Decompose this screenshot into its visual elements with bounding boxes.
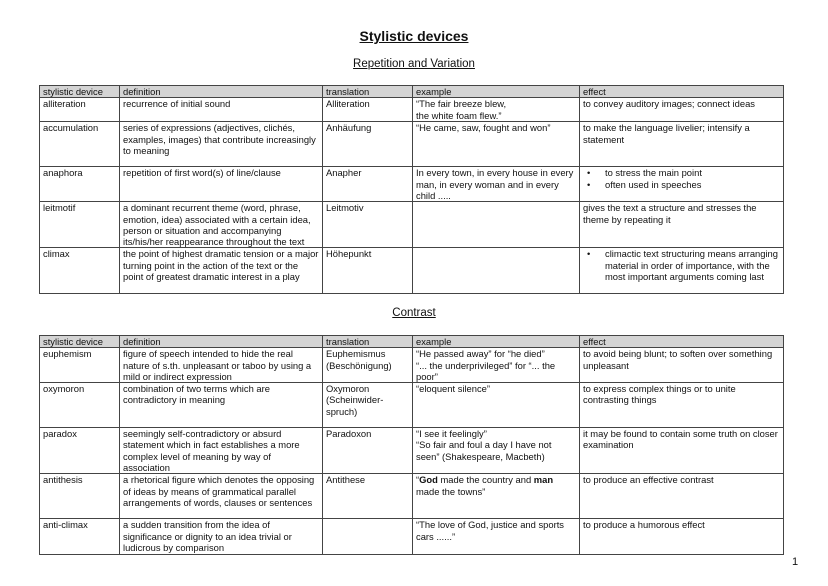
device-cell: climax bbox=[40, 248, 120, 294]
translation-cell: Höhepunkt bbox=[323, 248, 413, 294]
example-cell bbox=[413, 348, 580, 383]
definition-cell: seemingly self-contradictory or absurd statement which in fact establishes a more complex level of meaning by way of association bbox=[120, 428, 323, 474]
example-text: In every town, in every house in every man, in every woman and in every child ..... bbox=[416, 167, 574, 201]
effect-cell bbox=[580, 474, 784, 519]
translation-cell: Leitmotiv bbox=[323, 202, 413, 248]
table-row bbox=[40, 428, 784, 474]
device-cell: accumulation bbox=[40, 122, 120, 167]
table-header-row bbox=[40, 86, 784, 98]
translation-cell: Antithese bbox=[323, 474, 413, 519]
effect-bullet: • to stress the main point bbox=[605, 167, 780, 178]
table-row bbox=[40, 98, 784, 122]
effect-text: to convey auditory images; connect ideas bbox=[583, 98, 755, 110]
column-header: definition bbox=[120, 336, 323, 348]
column-header: effect bbox=[580, 336, 784, 348]
table-row bbox=[40, 248, 784, 294]
device-cell: anaphora bbox=[40, 167, 120, 202]
page-title: Stylistic devices bbox=[359, 28, 469, 44]
section-heading-contrast: Contrast bbox=[392, 307, 436, 319]
column-header: translation bbox=[323, 86, 413, 98]
effect-text: gives the text a structure and stresses the theme by repeating it bbox=[583, 202, 757, 225]
device-cell: leitmotif bbox=[40, 202, 120, 248]
effect-bullet: • climactic text structuring means arranging material in order of importance, with the most important arguments coming last bbox=[605, 248, 780, 282]
definition-cell: combination of two terms which are contradictory in meaning bbox=[120, 383, 323, 428]
example-text: “He came, saw, fought and won” bbox=[416, 122, 551, 134]
example-cell bbox=[413, 248, 580, 294]
effect-cell bbox=[580, 98, 784, 122]
translation-cell bbox=[323, 519, 413, 555]
table-row bbox=[40, 348, 784, 383]
column-header: effect bbox=[580, 86, 784, 98]
effect-text: to express complex things or to unite contrasting things bbox=[583, 383, 736, 406]
example-text: made the towns” bbox=[416, 485, 486, 497]
effect-text: to produce an effective contrast bbox=[583, 474, 714, 486]
example-text: “eloquent silence” bbox=[416, 383, 491, 395]
effect-text: to avoid being blunt; to soften over something unpleasant bbox=[583, 348, 773, 371]
example-cell bbox=[413, 383, 580, 428]
table-row bbox=[40, 122, 784, 167]
effect-cell bbox=[580, 348, 784, 383]
example-cell bbox=[413, 474, 580, 519]
effect-bullet-list bbox=[583, 248, 780, 282]
repetition-table bbox=[39, 85, 784, 294]
effect-cell bbox=[580, 122, 784, 167]
example-cell bbox=[413, 202, 580, 248]
example-text: man bbox=[533, 474, 554, 486]
example-text: “He passed away” for “he died” “... the underprivileged” for “... the poor” bbox=[416, 348, 556, 382]
effect-text: to produce a humorous effect bbox=[583, 519, 705, 531]
definition-cell: a rhetorical figure which denotes the opposing of ideas by means of grammatical parallel arrangements of words, clauses or sentences bbox=[120, 474, 323, 519]
effect-text: it may be found to contain some truth on closer examination bbox=[583, 428, 778, 451]
example-cell bbox=[413, 122, 580, 167]
translation-cell: Anapher bbox=[323, 167, 413, 202]
device-cell: antithesis bbox=[40, 474, 120, 519]
definition-cell: repetition of first word(s) of line/clause bbox=[120, 167, 323, 202]
example-cell bbox=[413, 167, 580, 202]
example-text: “ bbox=[416, 474, 420, 486]
table-row bbox=[40, 167, 784, 202]
table-row bbox=[40, 474, 784, 519]
translation-cell: Paradoxon bbox=[323, 428, 413, 474]
example-text: “The fair breeze blew, the white foam flew.” bbox=[416, 98, 507, 121]
table-header-row bbox=[40, 336, 784, 348]
effect-bullet-list bbox=[583, 167, 780, 190]
translation-cell: Oxymoron (Scheinwider-spruch) bbox=[323, 383, 413, 428]
table-row bbox=[40, 519, 784, 555]
definition-cell: a dominant recurrent theme (word, phrase, emotion, idea) associated with a certain idea, person or situation and accompanying its/his/her reappearance throughout the text bbox=[120, 202, 323, 248]
example-text: made the country and bbox=[437, 474, 534, 486]
translation-cell: Anhäufung bbox=[323, 122, 413, 167]
definition-cell: recurrence of initial sound bbox=[120, 98, 323, 122]
example-cell bbox=[413, 98, 580, 122]
column-header: example bbox=[413, 336, 580, 348]
example-text: “I see it feelingly” “So fair and foul a day I have not seen” (Shakespeare, Macbeth) bbox=[416, 428, 552, 462]
table-row bbox=[40, 383, 784, 428]
effect-text: to make the language livelier; intensify a statement bbox=[583, 122, 750, 145]
device-cell: anti-climax bbox=[40, 519, 120, 555]
column-header: translation bbox=[323, 336, 413, 348]
definition-cell: a sudden transition from the idea of significance or dignity to an idea trivial or ludicrous by comparison bbox=[120, 519, 323, 555]
device-cell: paradox bbox=[40, 428, 120, 474]
definition-cell: the point of highest dramatic tension or a major turning point in the action of the text or the point of greatest dramatic interest in a play bbox=[120, 248, 323, 294]
device-cell: oxymoron bbox=[40, 383, 120, 428]
definition-cell: series of expressions (adjectives, clichés, examples, images) that contribute increasingly to meaning bbox=[120, 122, 323, 167]
translation-cell: Alliteration bbox=[323, 98, 413, 122]
device-cell: alliteration bbox=[40, 98, 120, 122]
table-row bbox=[40, 202, 784, 248]
translation-cell: Euphemismus (Beschönigung) bbox=[323, 348, 413, 383]
example-text: “The love of God, justice and sports cars ......” bbox=[416, 519, 564, 542]
definition-cell: figure of speech intended to hide the real nature of s.th. unpleasant or taboo by using a mild or indirect expression bbox=[120, 348, 323, 383]
device-cell: euphemism bbox=[40, 348, 120, 383]
column-header: definition bbox=[120, 86, 323, 98]
column-header: stylistic device bbox=[40, 336, 120, 348]
page-number: 1 bbox=[792, 556, 799, 568]
column-header: stylistic device bbox=[40, 86, 120, 98]
example-cell bbox=[413, 428, 580, 474]
effect-cell bbox=[580, 202, 784, 248]
effect-cell bbox=[580, 383, 784, 428]
effect-cell bbox=[580, 519, 784, 555]
effect-cell bbox=[580, 428, 784, 474]
effect-bullet: • often used in speeches bbox=[605, 179, 780, 190]
contrast-table bbox=[39, 335, 784, 555]
effect-cell bbox=[580, 248, 784, 294]
example-cell bbox=[413, 519, 580, 555]
effect-cell bbox=[580, 167, 784, 202]
section-heading-repetition: Repetition and Variation bbox=[353, 58, 475, 70]
column-header: example bbox=[413, 86, 580, 98]
example-text: God bbox=[419, 474, 438, 486]
